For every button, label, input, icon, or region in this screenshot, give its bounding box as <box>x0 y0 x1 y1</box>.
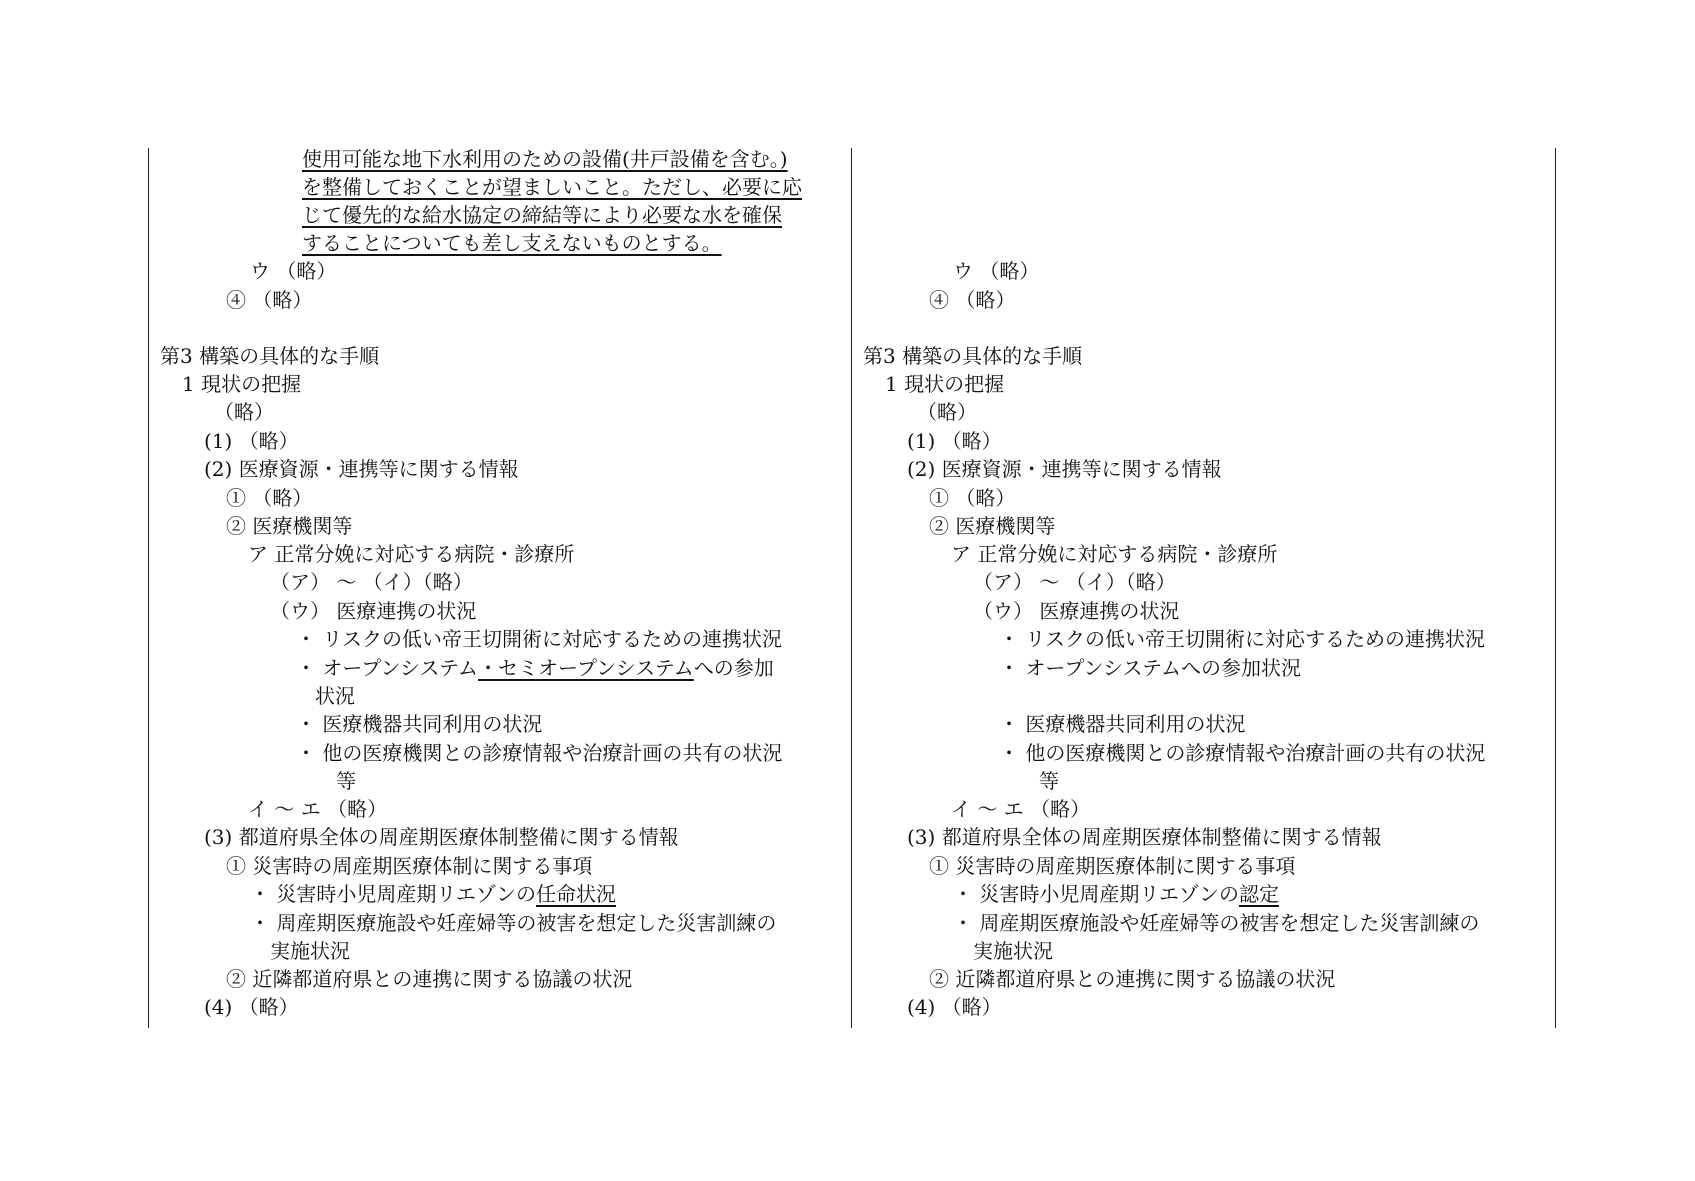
text-line: ④ （略） <box>226 288 313 312</box>
text-line: ② 医療機関等 <box>226 514 353 538</box>
text-line: （略） <box>214 400 274 424</box>
right-border <box>1555 148 1556 1028</box>
text-line: イ ～ エ （略） <box>248 797 388 821</box>
subsection-heading: 1 現状の把握 <box>182 372 302 396</box>
text-line: ② 近隣都道府県との連携に関する協議の状況 <box>929 967 1336 991</box>
text-line: ウ （略） <box>953 259 1040 283</box>
underlined-revision: ・セミオープンシステム <box>478 656 694 680</box>
text-line: 使用可能な地下水利用のための設備(井戸設備を含む。) <box>302 147 788 171</box>
bullet-item: ・ リスクの低い帝王切開術に対応するための連携状況 <box>296 627 782 651</box>
column-divider <box>851 148 852 1028</box>
text-line: （ア） ～ （イ）（略） <box>270 570 473 594</box>
text-line: することについても差し支えないものとする。 <box>302 231 722 255</box>
text-line: ウ （略） <box>250 259 337 283</box>
text-line: 実施状況 <box>973 939 1053 963</box>
section-heading: 第3 構築の具体的な手順 <box>160 344 380 368</box>
bullet-item <box>250 880 616 908</box>
text-line: （ア） ～ （イ）（略） <box>973 570 1176 594</box>
text-line: (2) 医療資源・連携等に関する情報 <box>907 457 1222 481</box>
text-line: ア 正常分娩に対応する病院・診療所 <box>248 542 575 566</box>
text-line: 状況 <box>315 684 355 708</box>
text-span: ・ 災害時小児周産期リエゾンの <box>953 882 1239 906</box>
text-line: ① （略） <box>929 486 1016 510</box>
text-line: (1) （略） <box>204 429 299 453</box>
text-line: (3) 都道府県全体の周産期医療体制整備に関する情報 <box>204 825 679 849</box>
underlined-revision: 任命状況 <box>535 882 616 906</box>
text-line: ④ （略） <box>929 288 1016 312</box>
text-line: (4) （略） <box>204 995 299 1019</box>
bullet-item: ・ 周産期医療施設や妊産婦等の被害を想定した災害訓練の <box>250 911 777 935</box>
section-heading: 第3 構築の具体的な手順 <box>863 344 1083 368</box>
text-span: ・ オープンシステム <box>296 656 479 680</box>
revised-column <box>160 145 850 1025</box>
bullet-item: ・ リスクの低い帝王切開術に対応するための連携状況 <box>999 627 1485 651</box>
text-line: （ウ） 医療連携の状況 <box>270 599 477 623</box>
text-line: 等 <box>1039 769 1059 793</box>
text-line: ① （略） <box>226 486 313 510</box>
text-line: ア 正常分娩に対応する病院・診療所 <box>951 542 1278 566</box>
bullet-item: ・ オープンシステムへの参加状況 <box>999 656 1302 680</box>
text-line: （略） <box>917 400 977 424</box>
subsection-heading: 1 現状の把握 <box>885 372 1005 396</box>
text-line: を整備しておくことが望ましいこと。ただし、必要に応 <box>302 175 802 199</box>
text-line: 実施状況 <box>270 939 350 963</box>
text-line: (3) 都道府県全体の周産期医療体制整備に関する情報 <box>907 825 1382 849</box>
left-border <box>148 148 149 1028</box>
bullet-item: ・ 他の医療機関との診療情報や治療計画の共有の状況 <box>999 741 1486 765</box>
text-line: ② 近隣都道府県との連携に関する協議の状況 <box>226 967 633 991</box>
text-span: ・ 災害時小児周産期リエゾンの <box>250 882 536 906</box>
bullet-item <box>953 880 1279 908</box>
text-line: 等 <box>336 769 356 793</box>
underlined-revision: 認定 <box>1238 882 1279 906</box>
bullet-item: ・ 周産期医療施設や妊産婦等の被害を想定した災害訓練の <box>953 911 1480 935</box>
text-line: （ウ） 医療連携の状況 <box>973 599 1180 623</box>
text-line: イ ～ エ （略） <box>951 797 1091 821</box>
bullet-item: ・ 医療機器共同利用の状況 <box>999 712 1246 736</box>
text-line: ② 医療機関等 <box>929 514 1056 538</box>
text-line: (4) （略） <box>907 995 1002 1019</box>
bullet-item: ・ 他の医療機関との診療情報や治療計画の共有の状況 <box>296 741 783 765</box>
text-line: (1) （略） <box>907 429 1002 453</box>
bullet-item: ・ 医療機器共同利用の状況 <box>296 712 543 736</box>
text-line: (2) 医療資源・連携等に関する情報 <box>204 457 519 481</box>
current-column <box>863 145 1553 1025</box>
text-line: ① 災害時の周産期医療体制に関する事項 <box>226 854 593 878</box>
text-span: への参加 <box>693 656 774 680</box>
text-line: じて優先的な給水協定の締結等により必要な水を確保 <box>302 203 782 227</box>
text-line: ① 災害時の周産期医療体制に関する事項 <box>929 854 1296 878</box>
bullet-item <box>296 654 774 682</box>
